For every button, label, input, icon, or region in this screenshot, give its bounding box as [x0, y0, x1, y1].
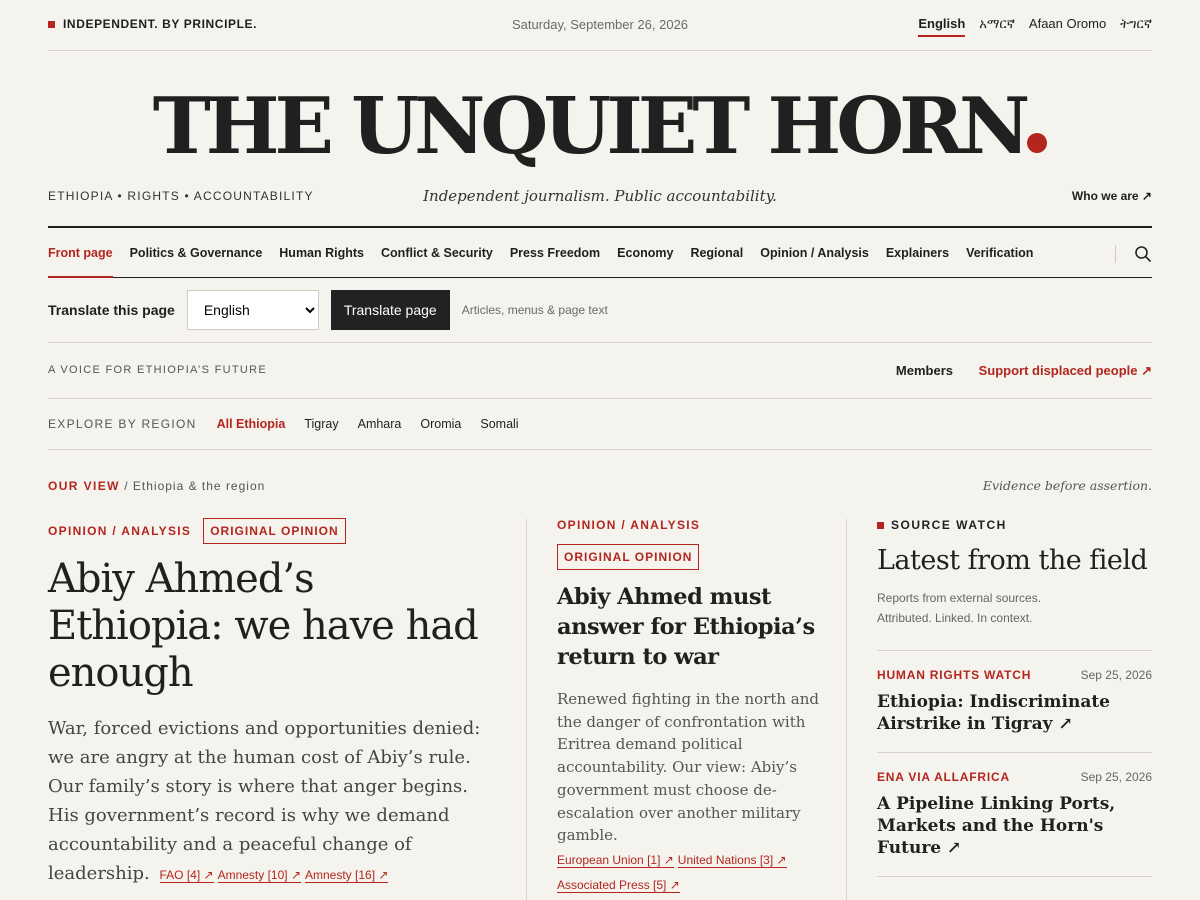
second-story [557, 518, 819, 897]
source-date: Sep 25, 2026 [1080, 668, 1152, 682]
region-oromia[interactable]: Oromia [420, 417, 462, 431]
lead-badge: ORIGINAL OPINION [203, 518, 345, 544]
members-link[interactable]: Members [895, 363, 953, 378]
red-square-icon [877, 522, 884, 529]
topics-line: ETHIOPIA • RIGHTS • ACCOUNTABILITY [48, 189, 314, 203]
source-watch-label [877, 518, 1152, 532]
main-nav [48, 226, 1152, 278]
support-displaced-link[interactable]: Support displaced people ↗ [978, 363, 1152, 378]
lead-summary-text: War, forced evictions and opportunities denied: we are angry at the human cost of Abiy’s rule. Our family’s story is where that anger begins. His government’s record is why we demand accountability and a peaceful change of leadership. [48, 718, 481, 884]
nav-economy[interactable]: Economy [617, 245, 674, 260]
source-item[interactable] [877, 752, 1152, 877]
section-motto: Evidence before assertion. [982, 478, 1152, 493]
search-icon[interactable] [1134, 245, 1152, 263]
source-item-title[interactable]: A Pipeline Linking Ports, Markets and the Horn's Future ↗ [877, 794, 1116, 858]
voice-bar [48, 343, 1152, 399]
second-source-link[interactable]: United Nations [3] ↗ [677, 852, 787, 867]
source-date: Sep 25, 2026 [1080, 770, 1152, 784]
source-watch [877, 518, 1152, 877]
masthead-title: THE UNQUIET HORN [152, 81, 1026, 172]
source-watch-title: Latest from the field [877, 545, 1148, 576]
region-filter [48, 399, 1152, 450]
nav-politics-governance[interactable]: Politics & Governance [129, 245, 263, 260]
lead-headline[interactable]: Abiy Ahmed’s Ethiopia: we have had enough [48, 556, 478, 696]
nav-press-freedom[interactable]: Press Freedom [509, 245, 601, 260]
source-item[interactable] [877, 650, 1152, 752]
region-label: EXPLORE BY REGION [48, 417, 197, 431]
lead-source-link[interactable]: Amnesty [10] ↗ [217, 868, 301, 882]
source-name: HUMAN RIGHTS WATCH [877, 668, 1032, 682]
lead-source-link[interactable]: FAO [4] ↗ [159, 868, 214, 882]
region-tigray[interactable]: Tigray [304, 417, 339, 431]
nav-explainers[interactable]: Explainers [885, 245, 950, 260]
source-item-title[interactable]: Ethiopia: Indiscriminate Airstrike in Tigray ↗ [877, 692, 1111, 734]
section-header [48, 476, 1152, 496]
current-date: Saturday, September 26, 2026 [511, 17, 689, 32]
nav-conflict-security[interactable]: Conflict & Security [381, 245, 493, 260]
lead-story [48, 518, 496, 890]
language-switcher [918, 16, 1152, 37]
second-summary: Renewed fighting in the north and the danger of confrontation with Eritrea demand political accountability. Our view: Abiy’s government must choose de-escalation over another military gamble. [557, 690, 820, 845]
source-watch-desc-line: Attributed. Linked. In context. [877, 611, 1033, 625]
nav-regional[interactable]: Regional [690, 245, 744, 260]
region-amhara[interactable]: Amhara [357, 417, 402, 431]
masthead-logo[interactable] [48, 82, 1152, 172]
nav-front-page[interactable]: Front page [48, 228, 113, 278]
who-we-are-link[interactable]: Who we are ↗ [1071, 189, 1152, 203]
source-watch-desc [877, 588, 1152, 628]
voice-label: A VOICE FOR ETHIOPIA’S FUTURE [48, 364, 268, 376]
language-select[interactable] [187, 290, 319, 330]
second-headline[interactable]: Abiy Ahmed must answer for Ethiopia’s return to war [557, 584, 815, 670]
region-all-ethiopia[interactable]: All Ethiopia [216, 417, 286, 431]
source-item-meta [877, 668, 1152, 682]
section-sublabel: / Ethiopia & the region [124, 479, 266, 493]
second-source-link[interactable]: European Union [1] ↗ [557, 852, 674, 867]
nav-verification[interactable]: Verification [966, 245, 1034, 260]
nav-human-rights[interactable]: Human Rights [279, 245, 365, 260]
region-somali[interactable]: Somali [480, 417, 519, 431]
source-watch-desc-line: Reports from external sources. [877, 591, 1042, 605]
masthead-subhead [48, 186, 1152, 208]
column-divider [526, 519, 527, 900]
source-name: ENA VIA ALLAFRICA [877, 770, 1010, 784]
source-item-meta [877, 770, 1152, 784]
translate-bar [48, 290, 1152, 343]
utility-bar [48, 0, 1152, 51]
red-dot-icon [1027, 133, 1047, 153]
lead-kicker-row [48, 518, 496, 544]
translate-label: Translate this page [48, 302, 175, 318]
lead-kicker[interactable]: OPINION / ANALYSIS [48, 524, 192, 538]
nav-divider [1115, 245, 1116, 263]
source-watch-label-text: SOURCE WATCH [891, 518, 1007, 532]
lang-afaan-oromo[interactable]: Afaan Oromo [1028, 16, 1107, 31]
section-label [48, 479, 265, 493]
tagline-text: INDEPENDENT. BY PRINCIPLE. [63, 17, 258, 31]
slogan: Independent journalism. Public accountability. [423, 187, 777, 205]
lang-english[interactable]: English [918, 16, 965, 37]
second-sources [557, 847, 819, 897]
second-badge: ORIGINAL OPINION [557, 544, 699, 570]
lead-source-link[interactable]: Amnesty [16] ↗ [305, 868, 389, 882]
translate-page-button[interactable]: Translate page [331, 290, 450, 330]
second-kicker[interactable]: OPINION / ANALYSIS [557, 518, 701, 532]
nav-opinion-analysis[interactable]: Opinion / Analysis [760, 245, 869, 260]
lead-summary [48, 714, 496, 890]
lang-tigrinya[interactable]: ትግርኛ [1120, 16, 1152, 31]
section-label-main: OUR VIEW [48, 479, 120, 493]
second-source-link[interactable]: Associated Press [5] ↗ [557, 877, 680, 892]
lang-amharic[interactable]: አማርኛ [979, 16, 1015, 31]
column-divider [846, 519, 847, 900]
translate-hint: Articles, menus & page text [461, 303, 608, 317]
